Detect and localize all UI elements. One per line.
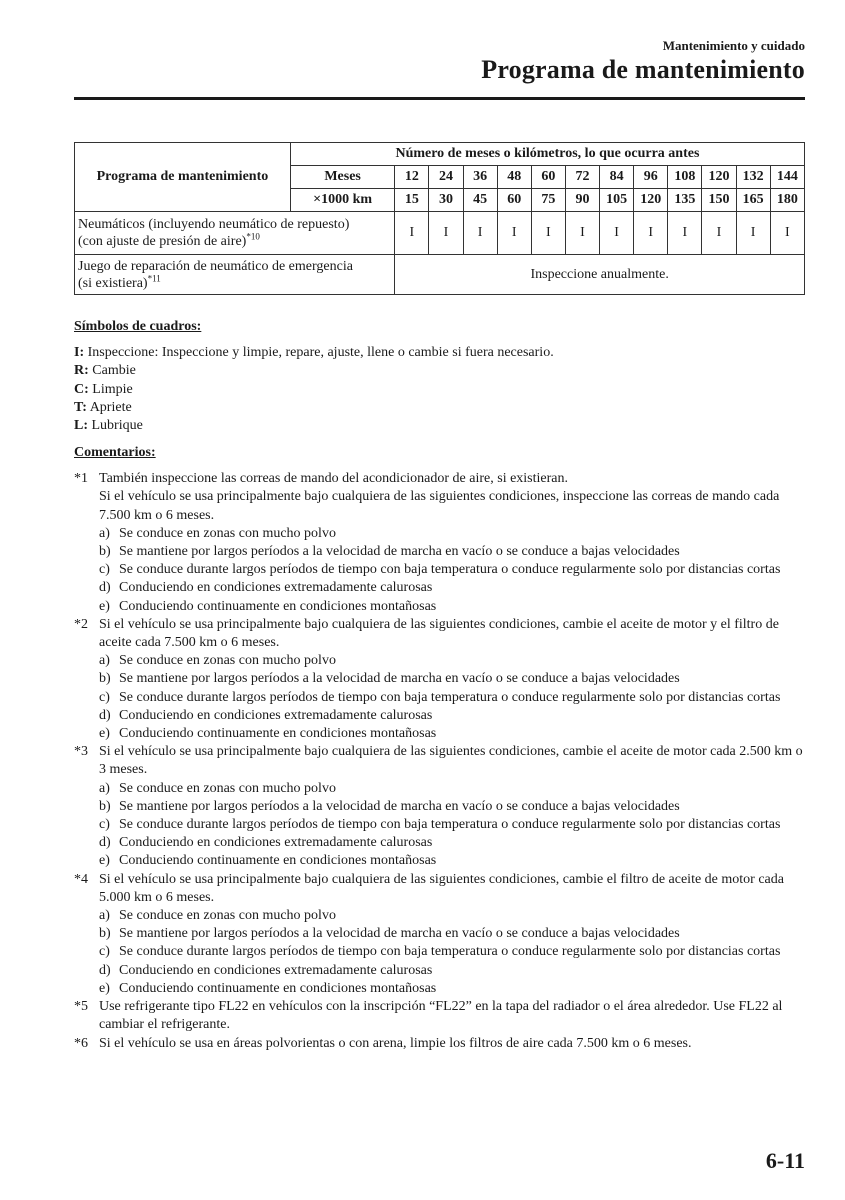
symbol-text: Cambie (88, 363, 136, 379)
condition-marker: b) (99, 544, 111, 560)
table-row (75, 212, 805, 255)
condition-marker: a) (99, 525, 110, 541)
footnote-ref: *11 (147, 272, 161, 283)
title-rule (74, 97, 805, 100)
month-cell: 36 (463, 166, 497, 189)
km-cell: 135 (668, 189, 702, 212)
condition-item (74, 834, 805, 852)
schedule-cell: I (565, 212, 599, 255)
condition-text: Conduciendo en condiciones extremadamente calurosas (119, 962, 433, 978)
symbol-key: I: (74, 345, 85, 361)
condition-item (74, 962, 805, 980)
condition-marker: b) (99, 671, 111, 687)
condition-text: Conduciendo continuamente en condiciones montañosas (119, 980, 437, 996)
km-cell: 180 (770, 189, 804, 212)
condition-item (74, 543, 805, 561)
condition-item (74, 707, 805, 725)
month-cell: 96 (634, 166, 668, 189)
condition-text: Se conduce durante largos períodos de tiempo con baja temperatura o conduce regularmente solo por distancias cortas (119, 817, 781, 833)
comment-note (74, 998, 805, 1034)
schedule-cell: I (395, 212, 429, 255)
condition-marker: a) (99, 653, 110, 669)
row-label-line2: (si existiera) (78, 275, 148, 291)
footnote-ref: *10 (246, 231, 260, 242)
condition-marker: d) (99, 835, 111, 851)
maintenance-table (74, 142, 805, 295)
note-text: Si el vehículo se usa principalmente bajo cualquiera de las siguientes condiciones, inspeccione las correas de mando cada 7.500 km o 6 meses. (99, 489, 780, 523)
comments-section (74, 444, 805, 1053)
note-text: Si el vehículo se usa en áreas polvorientas o con arena, limpie los filtros de aire cada 7.500 km o 6 meses. (99, 1035, 692, 1051)
row-label (75, 255, 395, 295)
condition-text: Se mantiene por largos períodos a la velocidad de marcha en vacío o se conduce a bajas velocidades (119, 798, 680, 814)
schedule-cell: I (668, 212, 702, 255)
symbol-item (74, 344, 805, 362)
symbol-key: T: (74, 399, 87, 415)
condition-marker: e) (99, 726, 110, 742)
month-cell: 144 (770, 166, 804, 189)
symbols-heading: Símbolos de cuadros: (74, 319, 202, 334)
symbol-text: Inspeccione: Inspeccione y limpie, repare, ajuste, llene o cambie si fuera necesario. (84, 345, 554, 361)
condition-item (74, 689, 805, 707)
note-text: Use refrigerante tipo FL22 en vehículos con la inscripción “FL22” en la tapa del radiador o el área alrededor. Use FL22 al cambiar el refrigerante. (99, 999, 783, 1033)
km-cell: 60 (497, 189, 531, 212)
condition-text: Se conduce en zonas con mucho polvo (119, 525, 336, 541)
month-cell: 48 (497, 166, 531, 189)
row-label (75, 212, 395, 255)
condition-marker: b) (99, 798, 111, 814)
symbol-item (74, 362, 805, 380)
km-cell: 150 (702, 189, 736, 212)
condition-item (74, 943, 805, 961)
condition-marker: a) (99, 908, 110, 924)
condition-text: Conduciendo en condiciones extremadamente calurosas (119, 580, 433, 596)
month-cell: 120 (702, 166, 736, 189)
schedule-cell: I (429, 212, 463, 255)
condition-item (74, 925, 805, 943)
condition-item (74, 725, 805, 743)
comment-note (74, 1035, 805, 1053)
note-marker: *6 (74, 1035, 88, 1051)
condition-item (74, 907, 805, 925)
comment-note (74, 470, 805, 525)
km-cell: 75 (531, 189, 565, 212)
condition-marker: c) (99, 817, 110, 833)
note-text: También inspeccione las correas de mando del acondicionador de aire, si existieran. (99, 471, 568, 487)
symbol-key: R: (74, 363, 89, 379)
note-marker: *4 (74, 871, 88, 887)
page-title: Programa de mantenimiento (481, 55, 805, 84)
comment-note (74, 743, 805, 779)
month-cell: 108 (668, 166, 702, 189)
condition-item (74, 652, 805, 670)
km-cell: 30 (429, 189, 463, 212)
condition-marker: c) (99, 944, 110, 960)
km-label: ×1000 km (290, 189, 394, 212)
condition-text: Se mantiene por largos períodos a la velocidad de marcha en vacío o se conduce a bajas velocidades (119, 671, 680, 687)
condition-text: Conduciendo continuamente en condiciones montañosas (119, 853, 437, 869)
note-text: Si el vehículo se usa principalmente bajo cualquiera de las siguientes condiciones, cambie el filtro de aceite de motor cada 5.000 km o 6 meses. (99, 871, 784, 905)
condition-item (74, 579, 805, 597)
km-cell: 15 (395, 189, 429, 212)
condition-item (74, 852, 805, 870)
condition-marker: b) (99, 926, 111, 942)
condition-marker: d) (99, 580, 111, 596)
schedule-cell: I (634, 212, 668, 255)
section-header: Mantenimiento y cuidado (662, 38, 805, 53)
note-text: Si el vehículo se usa principalmente bajo cualquiera de las siguientes condiciones, cambie el aceite de motor y el filtro de aceite cada 7.500 km o 6 meses. (99, 616, 779, 651)
page-number: 6-11 (765, 1148, 805, 1173)
km-cell: 90 (565, 189, 599, 212)
condition-text: Se conduce en zonas con mucho polvo (119, 908, 336, 924)
condition-item (74, 598, 805, 616)
note-marker: *3 (74, 744, 88, 760)
condition-text: Se conduce en zonas con mucho polvo (119, 780, 336, 796)
condition-text: Conduciendo en condiciones extremadamente calurosas (119, 707, 433, 723)
symbol-item (74, 417, 805, 435)
condition-marker: a) (99, 780, 110, 796)
note-marker: *1 (74, 471, 88, 487)
condition-item (74, 525, 805, 543)
note-marker: *5 (74, 999, 88, 1015)
symbol-key: C: (74, 381, 89, 397)
condition-item (74, 816, 805, 834)
symbol-text: Lubrique (88, 418, 143, 434)
condition-marker: c) (99, 562, 110, 578)
schedule-cell: I (531, 212, 565, 255)
condition-item (74, 980, 805, 998)
months-label: Meses (290, 166, 394, 189)
symbol-key: L: (74, 418, 88, 434)
condition-item (74, 561, 805, 579)
comment-note (74, 871, 805, 907)
month-cell: 84 (600, 166, 634, 189)
table-span-header: Número de meses o kilómetros, lo que ocurra antes (290, 143, 804, 166)
condition-marker: c) (99, 689, 110, 705)
schedule-cell: I (770, 212, 804, 255)
condition-item (74, 798, 805, 816)
condition-text: Se conduce durante largos períodos de tiempo con baja temperatura o conduce regularmente solo por distancias cortas (119, 944, 781, 960)
month-cell: 12 (395, 166, 429, 189)
row-label-line1: Juego de reparación de neumático de emergencia (78, 258, 353, 274)
condition-marker: e) (99, 853, 110, 869)
condition-text: Conduciendo en condiciones extremadamente calurosas (119, 835, 433, 851)
condition-text: Se conduce en zonas con mucho polvo (119, 653, 336, 669)
symbol-text: Limpie (88, 381, 133, 397)
condition-marker: d) (99, 962, 111, 978)
condition-marker: d) (99, 707, 111, 723)
symbols-section (74, 318, 805, 435)
condition-text: Conduciendo continuamente en condiciones montañosas (119, 598, 437, 614)
note-marker: *2 (74, 616, 88, 632)
km-cell: 45 (463, 189, 497, 212)
row-label-line1: Neumáticos (incluyendo neumático de repuesto) (78, 217, 350, 232)
km-cell: 120 (634, 189, 668, 212)
schedule-cell: I (497, 212, 531, 255)
condition-text: Se conduce durante largos períodos de tiempo con baja temperatura o conduce regularmente solo por distancias cortas (119, 689, 781, 705)
condition-marker: e) (99, 598, 110, 614)
symbol-item (74, 399, 805, 417)
annual-inspection-cell: Inspeccione anualmente. (395, 255, 805, 295)
km-cell: 105 (600, 189, 634, 212)
condition-marker: e) (99, 980, 110, 996)
row-label-line2: (con ajuste de presión de aire) (78, 234, 247, 249)
month-cell: 24 (429, 166, 463, 189)
symbol-text: Apriete (86, 399, 132, 415)
note-text: Si el vehículo se usa principalmente bajo cualquiera de las siguientes condiciones, cambie el aceite de motor cada 2.500 km o 3 meses. (99, 744, 803, 778)
condition-text: Se mantiene por largos períodos a la velocidad de marcha en vacío o se conduce a bajas velocidades (119, 544, 680, 560)
comments-heading: Comentarios: (74, 445, 156, 460)
km-cell: 165 (736, 189, 770, 212)
symbol-item (74, 381, 805, 399)
schedule-cell: I (736, 212, 770, 255)
comments-list (74, 470, 805, 1053)
condition-text: Se mantiene por largos períodos a la velocidad de marcha en vacío o se conduce a bajas velocidades (119, 926, 680, 942)
table-row (75, 255, 805, 295)
schedule-cell: I (463, 212, 497, 255)
month-cell: 60 (531, 166, 565, 189)
month-cell: 132 (736, 166, 770, 189)
schedule-cell: I (600, 212, 634, 255)
condition-text: Conduciendo continuamente en condiciones montañosas (119, 726, 437, 742)
condition-item (74, 670, 805, 688)
condition-item (74, 780, 805, 798)
month-cell: 72 (565, 166, 599, 189)
table-corner-header: Programa de mantenimiento (75, 143, 291, 212)
condition-text: Se conduce durante largos períodos de tiempo con baja temperatura o conduce regularmente solo por distancias cortas (119, 562, 781, 578)
comment-note (74, 616, 805, 652)
schedule-cell: I (702, 212, 736, 255)
